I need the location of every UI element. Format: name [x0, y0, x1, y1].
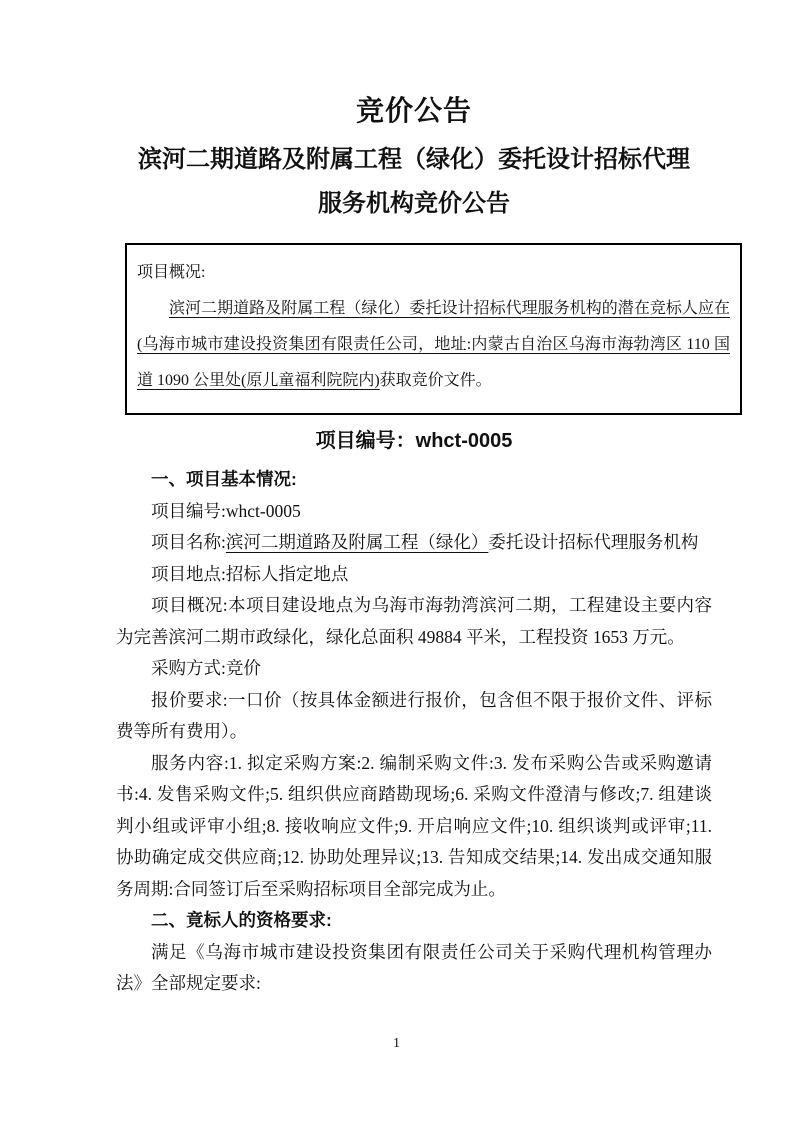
project-overview-line: 项目概况:本项目建设地点为乌海市海勃湾滨河二期，工程建设主要内容为完善滨河二期市政绿化，绿化总面积 49884 平米，工程投资 1653 万元。 [116, 595, 712, 647]
overview-box-underlined-text: 滨河二期道路及附属工程（绿化）委托设计招标代理服务机构的潜在竞标人应在(乌海市城市建设投资集团有限责任公司，地址:内蒙古自治区乌海市海勃湾区 110 国道 1090 公里处(原儿童福利院院内) [137, 300, 730, 389]
document-subtitle-line1: 滨河二期道路及附属工程（绿化）委托设计招标代理 [138, 146, 690, 173]
overview-box-tail-text: 获取竞价文件。 [379, 372, 492, 389]
purchase-method-line: 采购方式:竞价 [151, 658, 261, 678]
section2-body: 满足《乌海市城市建设投资集团有限责任公司关于采购代理机构管理办法》全部规定要求: [116, 941, 712, 993]
section2-heading: 二、竟标人的资格要求: [151, 910, 332, 930]
project-number-heading: 项目编号：whct-0005 [315, 430, 513, 452]
project-name-underlined: 滨河二期道路及附属工程（绿化） [225, 532, 489, 552]
section1-heading: 一、项目基本情况: [151, 469, 297, 489]
document-subtitle-line2: 服务机构竞价公告 [318, 190, 510, 217]
project-name-line [116, 527, 712, 559]
project-overview-box [125, 243, 742, 415]
project-name-label: 项目名称: [151, 532, 226, 552]
document-body [116, 464, 712, 1000]
project-location-line: 项目地点:招标人指定地点 [151, 563, 349, 584]
overview-box-label: 项目概况: [137, 264, 206, 281]
document-content [116, 0, 730, 1000]
project-name-rest: 委托设计招标代理服务机构 [488, 532, 699, 552]
overview-box-paragraph [137, 291, 730, 399]
document-subtitle [116, 138, 712, 226]
project-number-line: 项目编号:whct-0005 [151, 500, 301, 521]
price-requirement-line: 报价要求:一口价（按具体金额进行报价，包含但不限于报价文件、评标费等所有费用）。 [116, 689, 712, 741]
service-content-line: 服务内容:1. 拟定采购方案:2. 编制采购文件:3. 发布采购公告或采购邀请书:4. 发售采购文件;5. 组织供应商踏勘现场;6. 采购文件澄清与修改;7. 组建谈判小组或评审小组;8. 接收响应文件;9. 开启响应文件;10. 组织谈判或评审;11. 协助确定成交供应商;12. 协助处理异议;13. 告知成交结果;14. 发出成交通知服务周期:合同签订后至采购招标项目全部完成为止。 [116, 752, 712, 899]
page-number: 1 [393, 1036, 400, 1051]
document-title: 竞价公告 [355, 95, 472, 126]
